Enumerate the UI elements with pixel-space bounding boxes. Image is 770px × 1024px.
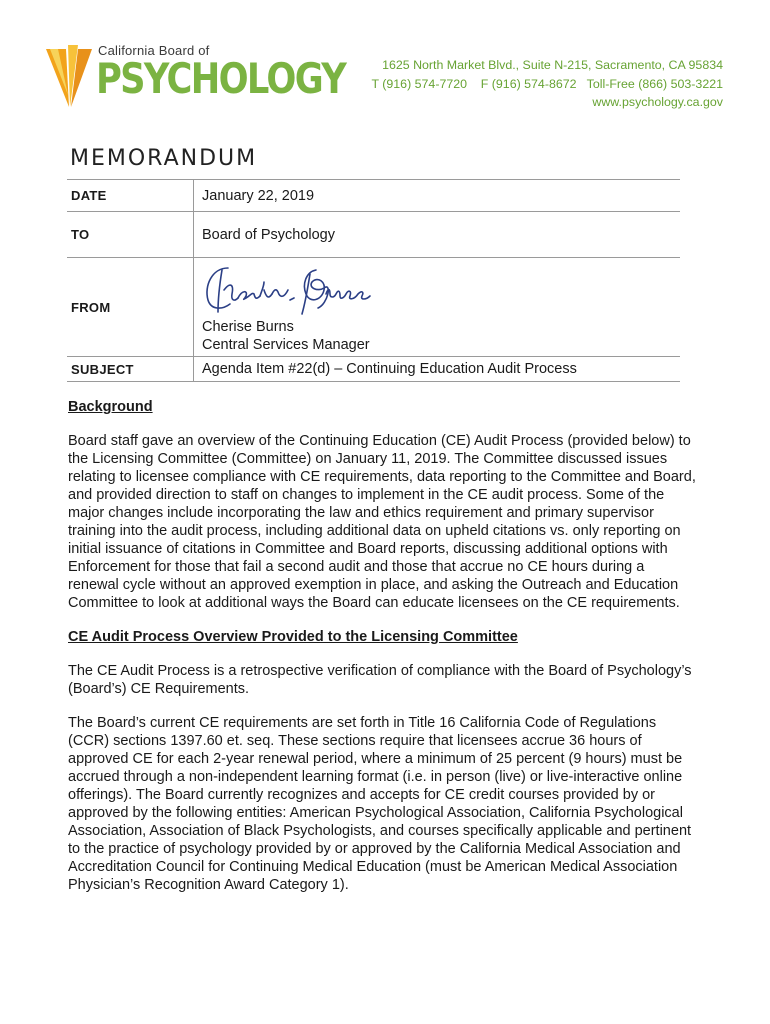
org-name-line2: PSYCHOLOGY [96,54,346,103]
background-paragraph: Board staff gave an overview of the Continuing Education (CE) Audit Process (provided below) to the Licensing Committee (Committee) on January 11, 2019. The Committee discussed issues relating to licensee compliance with CE requirements, data reporting to the Committee and Board, and provided direction to staff on changes to implement in the CE audit process. Some of the major changes include incorporating the law and ethics requirement and primary supervisor training into the audit process, including additional data on upheld citations vs. only reporting on initial issuance of citations in Committee and Board reports, discussing additional options with Enforcement for those that fail a second audit and those that accrue no CE hours during a renewal cycle without an approved exemption in place, and asking the Outreach and Education Committee to look at additional ways the Board can educate licensees on the CE requirements. [68,433,696,611]
from-label: FROM [67,258,194,357]
memo-title: MEMORANDUM [70,146,258,171]
signature-icon [198,260,398,318]
subject-label: SUBJECT [67,357,194,382]
sender-block [202,318,370,354]
from-value [194,258,681,357]
subject-value: Agenda Item #22(d) – Continuing Education Audit Process [194,357,681,382]
org-name-line1: California Board of [98,43,210,58]
background-heading: Background [68,399,153,415]
ce-audit-paragraph-2: The Board’s current CE requirements are set forth in Title 16 California Code of Regulations (CCR) sections 1397.60 et. seq. These sections require that licensees accrue 36 hours of approved CE for each 2-year renewal period, where a minimum of 25 percent (9 hours) must be accrued through a non-independent learning format (i.e. in person (live) or live-interactive online offerings). The Board currently recognizes and accepts for CE credit courses provided by or approved by the following entities: American Psychological Association, California Psychological Association, Association of Black Psychologists, and courses specifically applicable and pertinent to the practice of psychology provided by or approved by the California Medical Association and Accreditation Council for Continuing Medical Education (must be American Medical Association Physician’s Recognition Award Category 1). [68,715,692,893]
website-link[interactable]: www.psychology.ca.gov [592,95,723,109]
to-label: TO [67,212,194,258]
board-logo [44,43,346,113]
sender-name: Cherise Burns [202,319,294,335]
ce-audit-paragraph-1: The CE Audit Process is a retrospective verification of compliance with the Board of Psychology’s (Board’s) CE Requirements. [68,663,692,697]
date-label: DATE [67,180,194,212]
ce-audit-heading: CE Audit Process Overview Provided to the Licensing Committee [68,629,518,645]
memo-header-table [67,179,680,382]
to-row [67,212,680,258]
phone-numbers: T (916) 574-7720 F (916) 574-8672 Toll-Free (866) 503-3221 [371,76,723,91]
california-triangle-logo-icon [44,45,94,109]
memo-body [68,398,698,910]
date-value: January 22, 2019 [194,180,681,212]
sender-title: Central Services Manager [202,337,370,353]
to-value: Board of Psychology [194,212,681,258]
address: 1625 North Market Blvd., Suite N-215, Sacramento, CA 95834 [382,58,723,72]
date-row [67,180,680,212]
contact-block [371,56,723,112]
subject-row [67,357,680,382]
from-row [67,258,680,357]
